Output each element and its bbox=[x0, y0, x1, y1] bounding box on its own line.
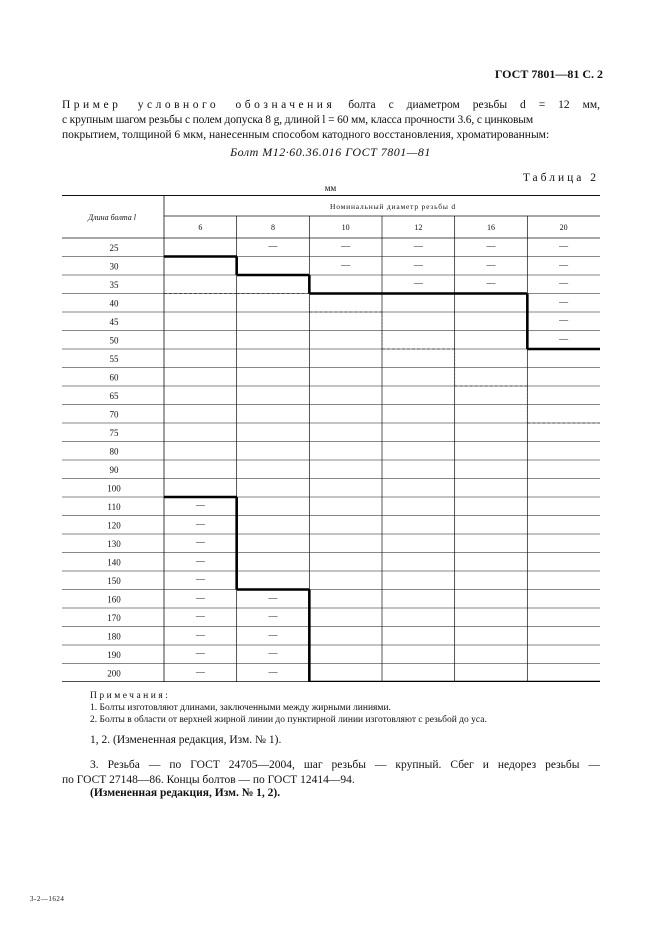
cell-dash: — bbox=[268, 666, 278, 677]
length-label-70: 70 bbox=[109, 409, 119, 420]
cell-dash: — bbox=[341, 259, 351, 270]
cell-dash: — bbox=[268, 648, 278, 658]
cell-dash: — bbox=[195, 629, 205, 640]
length-label-40: 40 bbox=[109, 298, 119, 309]
cell-dash: — bbox=[559, 241, 569, 251]
length-label-100: 100 bbox=[107, 483, 121, 494]
length-label-75: 75 bbox=[109, 428, 119, 438]
example-text-1: болта с диаметром резьбы d = 12 мм, bbox=[348, 99, 600, 111]
length-labels bbox=[107, 243, 121, 679]
thread-paragraph-line-1: 3. Резьба — по ГОСТ 24705—2004, шаг резьбы — крупный. Сбег и недорез резьбы — bbox=[90, 759, 600, 771]
length-label-140: 140 bbox=[107, 557, 121, 568]
length-label-150: 150 bbox=[107, 576, 121, 586]
diameter-header-12: 12 bbox=[414, 223, 423, 232]
cell-dash: — bbox=[559, 296, 569, 307]
diameter-header-16: 16 bbox=[487, 223, 496, 232]
table-caption: Таблица 2 bbox=[522, 172, 599, 184]
cell-dash: — bbox=[195, 666, 205, 677]
diameter-header-10: 10 bbox=[341, 223, 350, 232]
cell-dash: — bbox=[268, 611, 278, 621]
example-line-2: с крупным шагом резьбы с полем допуска 8 g, длиной l = 60 мм, класса прочности 3.6, с цинковым bbox=[62, 114, 533, 126]
example-lead: Пример условного обозначения bbox=[62, 99, 336, 111]
cell-dash: — bbox=[559, 333, 569, 344]
cell-dash: — bbox=[195, 574, 205, 584]
cell-dash: — bbox=[195, 537, 205, 547]
length-label-50: 50 bbox=[109, 335, 119, 346]
cell-dash: — bbox=[486, 259, 496, 270]
cell-dash: — bbox=[268, 629, 278, 640]
length-label-120: 120 bbox=[107, 520, 121, 531]
length-label-170: 170 bbox=[107, 613, 121, 623]
revision-note-1: 1, 2. (Измененная редакция, Изм. № 1). bbox=[90, 734, 282, 746]
length-label-30: 30 bbox=[109, 261, 119, 272]
cell-dash: — bbox=[195, 648, 205, 658]
bolt-length-table bbox=[62, 195, 600, 682]
length-label-160: 160 bbox=[107, 594, 121, 605]
diameter-group-header: Номинальный диаметр резьбы d bbox=[330, 202, 456, 211]
revision-note-2: (Измененная редакция, Изм. № 1, 2). bbox=[90, 787, 281, 799]
cell-dash: — bbox=[559, 278, 569, 288]
cell-dash: — bbox=[559, 259, 569, 270]
table-grid bbox=[62, 195, 600, 682]
table-units: мм bbox=[324, 183, 337, 193]
cell-dash: — bbox=[413, 278, 423, 288]
note-2: 2. Болты в области от верхней жирной линии до пунктирной линии изготовляют с резьбой до уса. bbox=[90, 715, 487, 725]
length-label-55: 55 bbox=[109, 354, 119, 364]
cell-dash: — bbox=[195, 592, 205, 603]
notes-title: Примечания: bbox=[90, 691, 171, 701]
diameter-header-6: 6 bbox=[198, 223, 203, 232]
cell-dash: — bbox=[486, 241, 496, 251]
page-header: ГОСТ 7801—81 С. 2 bbox=[494, 67, 603, 81]
cell-dash: — bbox=[195, 555, 205, 566]
length-label-45: 45 bbox=[109, 317, 119, 327]
cell-dash: — bbox=[195, 500, 205, 510]
length-label-25: 25 bbox=[109, 243, 119, 253]
length-label-200: 200 bbox=[107, 668, 121, 679]
length-label-60: 60 bbox=[109, 372, 119, 383]
cell-dash: — bbox=[413, 259, 423, 270]
length-column-header: Длина болта l bbox=[88, 213, 136, 222]
example-line-1 bbox=[62, 98, 600, 113]
cell-dash: — bbox=[341, 241, 351, 251]
cell-dash: — bbox=[559, 315, 569, 325]
note-1: 1. Болты изготовляют длинами, заключенными между жирными линиями. bbox=[90, 703, 391, 713]
diameter-header-20: 20 bbox=[559, 223, 568, 232]
length-label-65: 65 bbox=[109, 391, 119, 401]
length-label-180: 180 bbox=[107, 631, 121, 642]
length-label-130: 130 bbox=[107, 539, 121, 549]
thread-paragraph-line-2: по ГОСТ 27148—86. Концы болтов — по ГОСТ 12414—94. bbox=[62, 774, 355, 786]
cell-dash: — bbox=[268, 241, 278, 251]
length-label-80: 80 bbox=[109, 446, 119, 457]
length-label-35: 35 bbox=[109, 280, 119, 290]
example-designation: Болт М12·60.36.016 ГОСТ 7801—81 bbox=[230, 145, 431, 159]
length-label-110: 110 bbox=[107, 502, 121, 512]
cell-dash: — bbox=[195, 518, 205, 529]
diameter-header-8: 8 bbox=[271, 223, 276, 232]
cell-dash: — bbox=[413, 241, 423, 251]
cell-dash: — bbox=[195, 611, 205, 621]
cell-dash: — bbox=[268, 592, 278, 603]
page-footer: 3-2—1624 bbox=[30, 895, 65, 903]
cell-dash: — bbox=[486, 278, 496, 288]
diameter-headers bbox=[198, 223, 567, 232]
length-label-90: 90 bbox=[109, 465, 119, 475]
example-line-3: покрытием, толщиной 6 мкм, нанесенным способом катодного восстановления, хроматированным: bbox=[62, 129, 550, 141]
length-label-190: 190 bbox=[107, 650, 121, 660]
